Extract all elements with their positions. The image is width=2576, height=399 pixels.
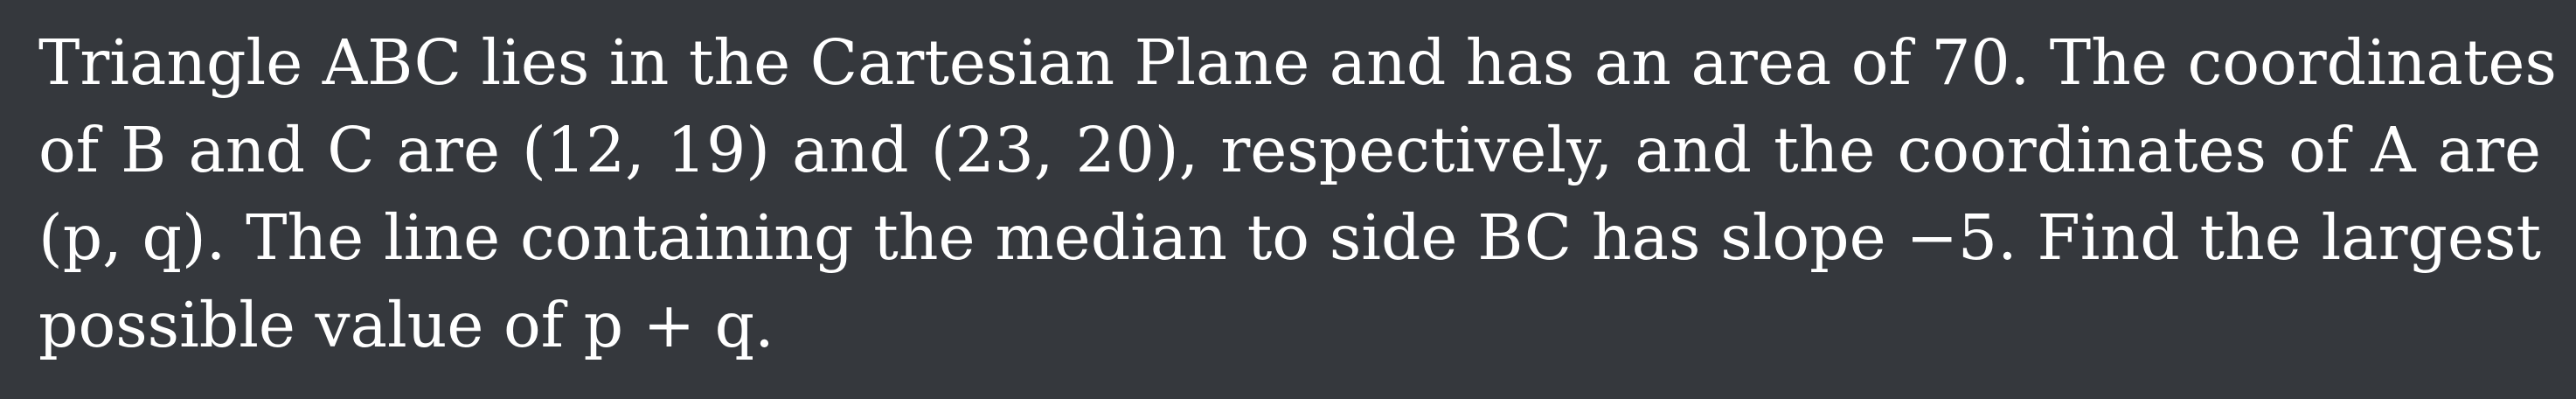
problem-line-1: Triangle ABC lies in the Cartesian Plane and has an area of 70. The coordinates (38, 26, 2557, 99)
problem-line-2: of B and C are (12, 19) and (23, 20), respectively, and the coordinates of A are (38, 114, 2541, 186)
problem-line-3: (p, q). The line containing the median to side BC has slope −5. Find the largest (38, 201, 2541, 274)
problem-line-4: possible value of p + q. (38, 289, 774, 361)
